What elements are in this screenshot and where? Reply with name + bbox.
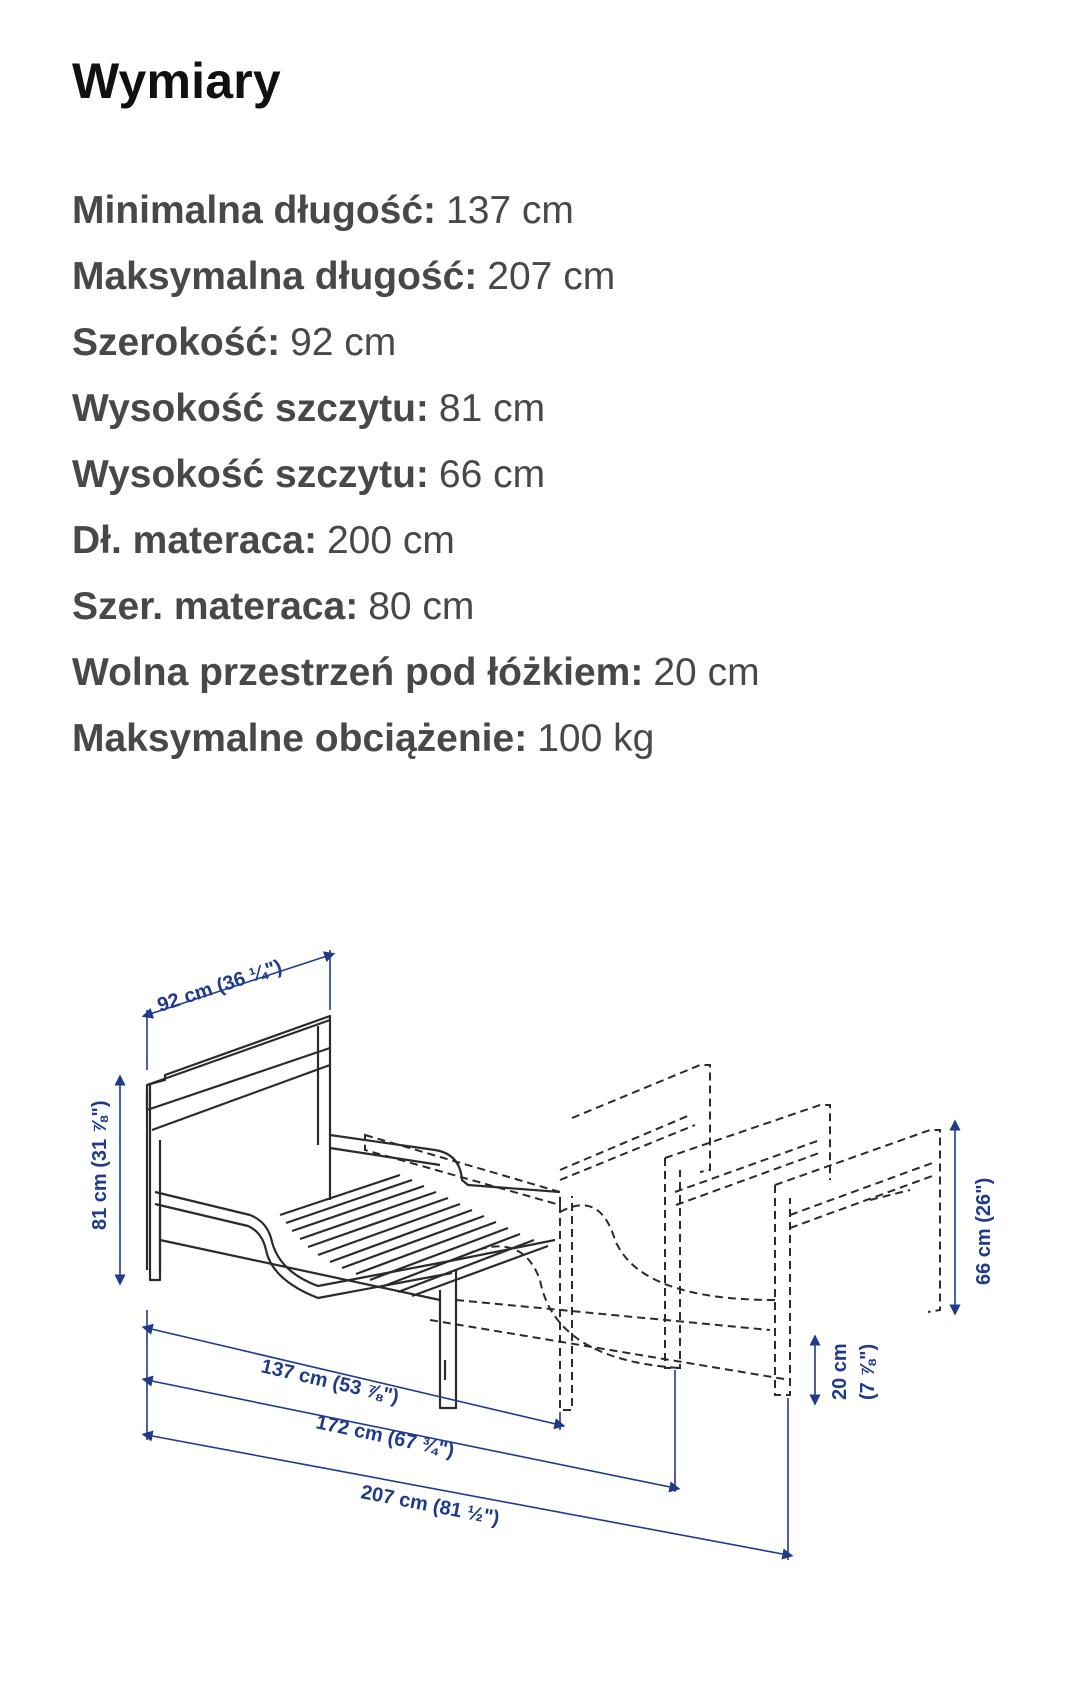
dimension-row [72,508,760,574]
dimension-row [72,640,760,706]
length-min-label: 137 cm (53 ⅞") [258,1355,401,1409]
dimension-value: 200 cm [326,519,455,562]
dimension-value: 81 cm [438,387,546,430]
dimension-value: 137 cm [446,189,574,232]
dimension-value: 66 cm [438,453,546,496]
dimension-row [72,244,760,310]
dimension-label: Maksymalne obciążenie: [72,717,528,760]
clearance-inch-label: (7 ⅞") [857,1343,879,1400]
dimension-value: 92 cm [290,321,397,364]
bed-dimension-diagram [0,940,1080,1692]
bed-frame [147,1016,560,1408]
width-label: 92 cm (36 ¼") [154,955,285,1017]
length-max-label: 207 cm (81 ½") [359,1481,502,1530]
dimension-label: Dł. materaca: [72,519,317,562]
clearance-label: 20 cm [829,1343,851,1400]
dimension-value: 207 cm [487,255,616,298]
dimension-label: Wysokość szczytu: [72,453,429,496]
headboard-height-label: 81 cm (31 ⅞") [89,1100,111,1230]
footboard-height-label: 66 cm (26") [973,1177,995,1285]
dimension-label: Minimalna długość: [72,189,437,232]
dimension-row [72,376,760,442]
section-title: Wymiary [72,53,281,109]
dimension-label: Szer. materaca: [72,585,359,628]
dimension-value: 100 kg [537,717,655,760]
dimension-label: Wolna przestrzeń pod łóżkiem: [72,651,644,694]
dimension-label: Szerokość: [72,321,281,364]
length-mid-label: 172 cm (67 ¾") [313,1411,457,1463]
dimension-label: Wysokość szczytu: [72,387,429,430]
dimension-label: Maksymalna długość: [72,255,478,298]
dimension-row [72,310,760,376]
dimension-row [72,706,760,772]
dimension-value: 80 cm [368,585,475,628]
bed-line-drawing [0,940,1080,1692]
dimensions-list [72,178,760,772]
dimension-row [72,574,760,640]
dimension-row [72,442,760,508]
dimension-lines [120,950,955,1560]
headboard-leg [150,1085,160,1280]
dimension-row [72,178,760,244]
dimension-value: 20 cm [653,651,760,694]
